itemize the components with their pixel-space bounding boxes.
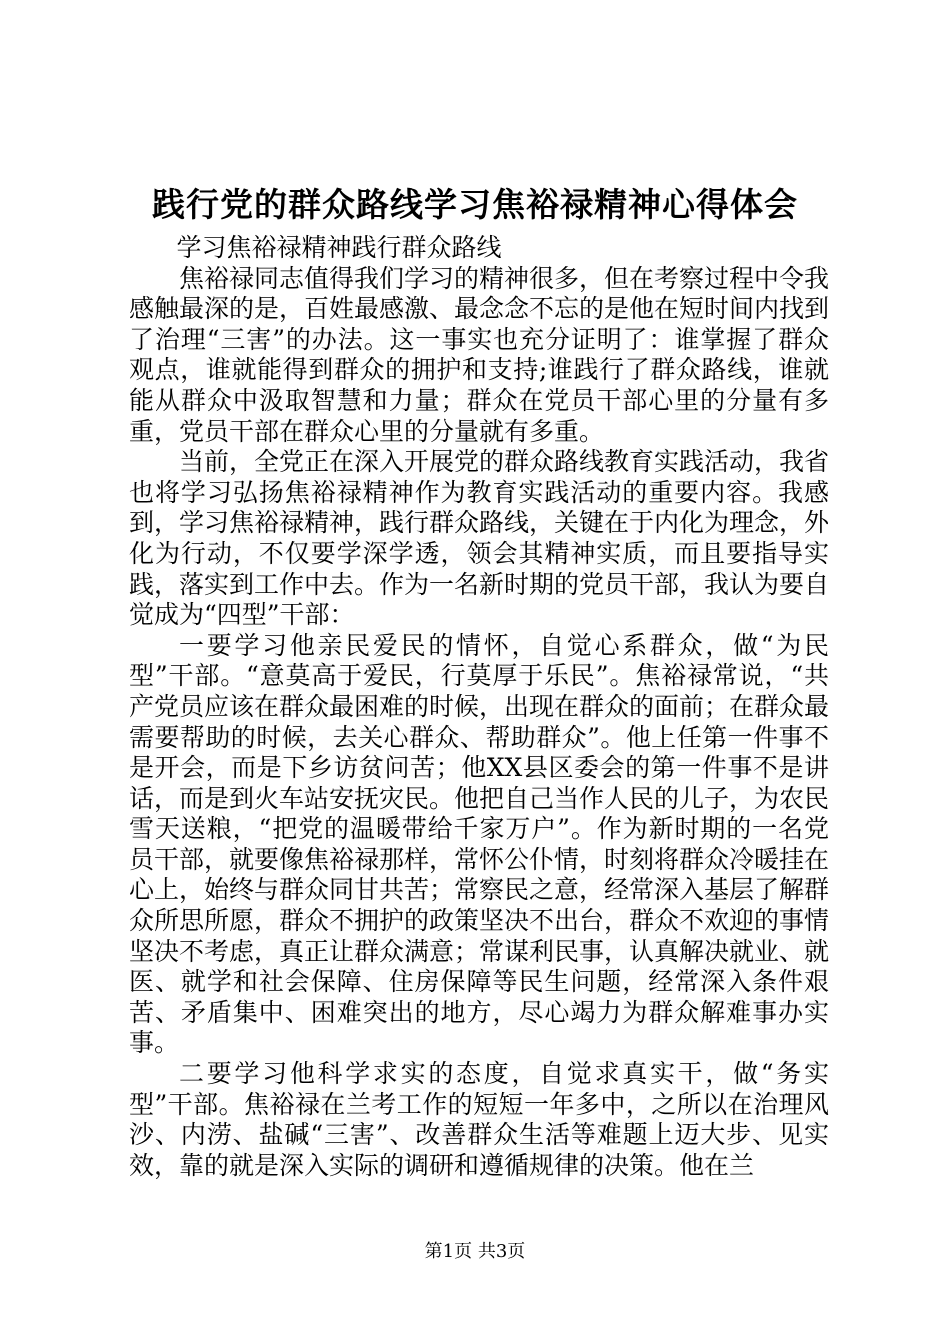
paragraph: 当前，全党正在深入开展党的群众路线教育实践活动，我省也将学习弘扬焦裕禄精神作为教育实践活动的重要内容。我感到，学习焦裕禄精神，践行群众路线，关键在于内化为理念，外化为行动，不仅要学深学透，领会其精神实质，而且要指导实践，落实到工作中去。作为一名新时期的党员干部，我认为要自觉成为“四型”干部：: [129, 447, 830, 630]
paragraph: 一要学习他亲民爱民的情怀，自觉心系群众，做“为民型”干部。“意莫高于爱民，行莫厚于乐民”。焦裕禄常说，“共产党员应该在群众最困难的时候，出现在群众的面前；在群众最需要帮助的时候，去关心群众、帮助群众”。他上任第一件事不是开会，而是下乡访贫问苦；他XX县区委会的第一件事不是讲话，而是到火车站安抚灾民。他把自己当作人民的儿子，为农民雪天送粮，“把党的温暖带给千家万户”。作为新时期的一名党员干部，就要像焦裕禄那样，常怀公仆情，时刻将群众冷暖挂在心上，始终与群众同甘共苦；常察民之意，经常深入基层了解群众所思所愿，群众不拥护的政策坚决不出台，群众不欢迎的事情坚决不考虑，真正让群众满意；常谋利民事，认真解决就业、就医、就学和社会保障、住房保障等民生问题，经常深入条件艰苦、矛盾集中、困难突出的地方，尽心竭力为群众解难事办实事。: [129, 630, 830, 1058]
page-number-footer: 第1页 共3页: [424, 1241, 526, 1262]
paragraph: 焦裕禄同志值得我们学习的精神很多，但在考察过程中令我感触最深的是，百姓最感激、最念念不忘的是他在短时间内找到了治理“三害”的办法。这一事实也充分证明了：谁掌握了群众观点，谁就能得到群众的拥护和支持;谁践行了群众路线，谁就能从群众中汲取智慧和力量；群众在党员干部心里的分量有多重，党员干部在群众心里的分量就有多重。: [129, 263, 830, 446]
document-title: 践行党的群众路线学习焦裕禄精神心得体会: [152, 185, 798, 224]
document-body: [129, 233, 829, 1181]
paragraph: 二要学习他科学求实的态度，自觉求真实干，做“务实型”干部。焦裕禄在兰考工作的短短一年多中，之所以在治理风沙、内涝、盐碱“三害”、改善群众生活等难题上迈大步、见实效，靠的就是深入实际的调研和遵循规律的决策。他在兰: [129, 1059, 829, 1180]
document-subtitle: 学习焦裕禄精神践行群众路线: [176, 233, 502, 262]
